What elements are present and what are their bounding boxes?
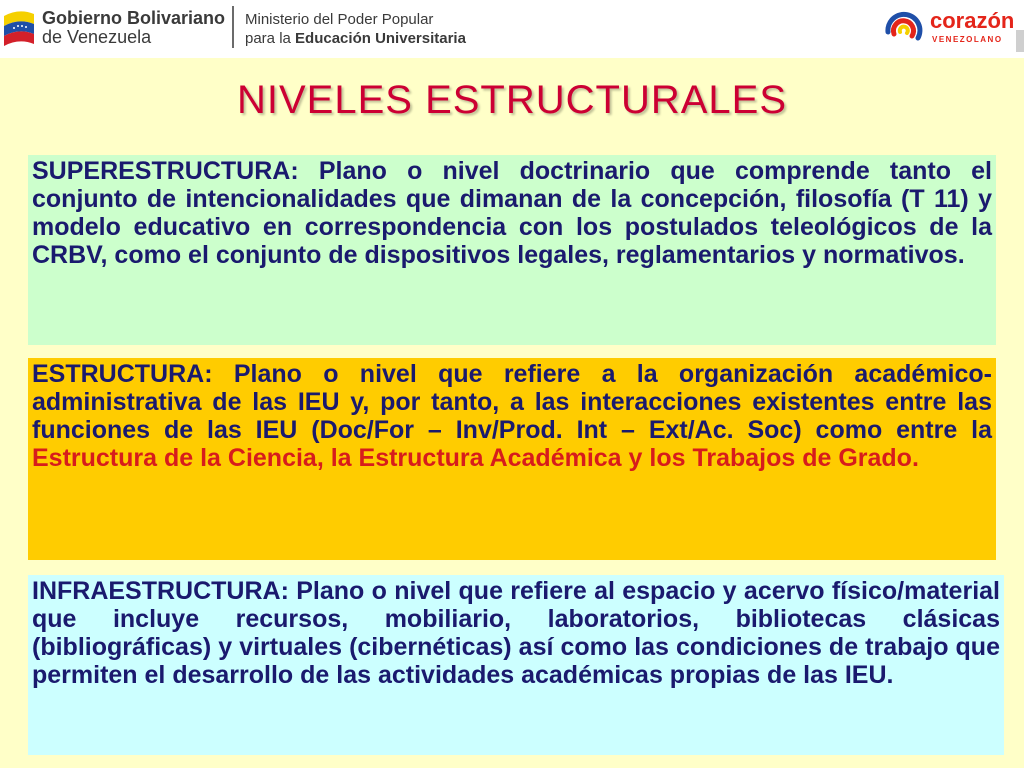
ministry-text — [245, 10, 466, 48]
superestructura-body: Plano o nivel doctrinario que comprende tanto el conjunto de intencionalidades que dimanan de la concepción, filosofía (T 11) y modelo educativo en correspondencia con los postulados teleológicos de la CRBV, como el conjunto de dispositivos legales, reglamentarios y normativos. — [32, 157, 992, 269]
superestructura-paragraph — [32, 157, 992, 269]
ministry-line2-prefix: para la — [245, 30, 296, 47]
estructura-body: Plano o nivel que refiere a la organización académico-administrativa de las IEU y, por tanto, a las interacciones existentes entre las funciones de las IEU (Doc/For – Inv/Prod. Int – Ext/Ac. Soc) como entre la — [32, 360, 992, 444]
estructura-lead: ESTRUCTURA: — [32, 360, 213, 388]
venezuela-flag-icon — [2, 6, 36, 46]
ministry-line2-bold: Educación Universitaria — [295, 30, 466, 47]
gov-line2: de Venezuela — [42, 27, 152, 47]
header-divider — [232, 6, 234, 48]
corazon-brand — [930, 8, 1015, 49]
government-logo-text — [42, 9, 225, 47]
infraestructura-box — [28, 575, 1004, 755]
superestructura-lead: SUPERESTRUCTURA: — [32, 157, 299, 185]
estructura-paragraph — [32, 360, 992, 472]
estructura-highlight: Estructura de la Ciencia, la Estructura Académica y los Trabajos de Grado. — [32, 444, 919, 472]
infraestructura-paragraph — [32, 577, 1000, 689]
gov-line1: Gobierno Bolivariano — [42, 8, 226, 28]
brand-sub: VENEZOLANO — [932, 35, 1003, 44]
infraestructura-lead: INFRAESTRUCTURA: — [32, 577, 289, 605]
header-band — [0, 0, 1024, 58]
ministry-line2 — [245, 29, 466, 48]
page-title — [0, 78, 1024, 123]
title-text: NIVELES ESTRUCTURALES — [236, 78, 788, 122]
corner-tab — [1016, 30, 1024, 52]
estructura-box — [28, 358, 996, 560]
corazon-swirl-icon — [880, 8, 926, 52]
superestructura-box — [28, 155, 996, 345]
infraestructura-body: Plano o nivel que refiere al espacio y acervo físico/material que incluye recursos, mobiliario, laboratorios, bibliotecas clásicas (bibliográficas) y virtuales (cibernéticas) así como las condiciones de trabajo que permiten el desarrollo de las actividades académicas propias de las IEU. — [32, 577, 1000, 689]
brand-word: corazón — [930, 8, 1015, 33]
ministry-line1: Ministerio del Poder Popular — [245, 11, 434, 28]
